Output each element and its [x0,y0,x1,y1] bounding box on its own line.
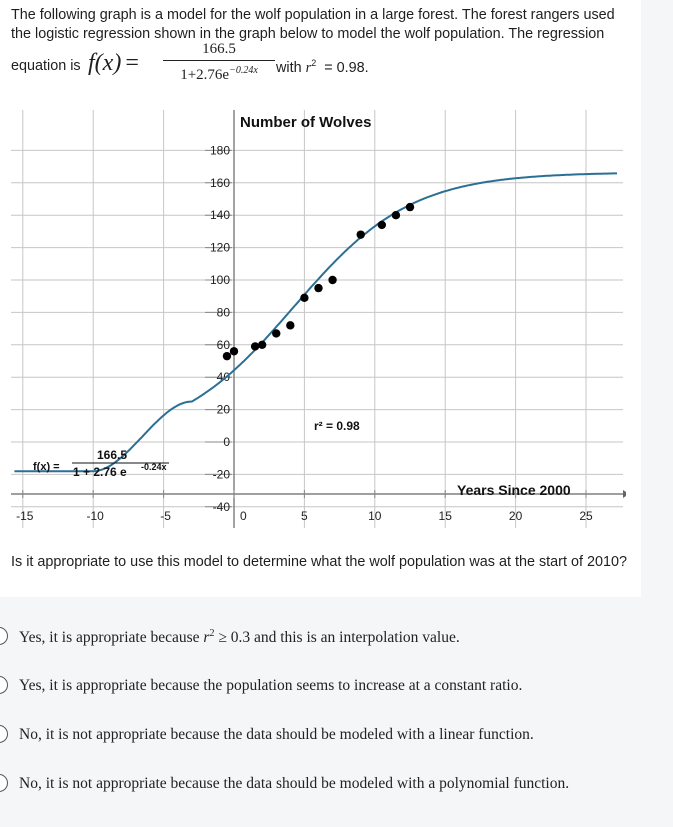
equation-with: with [276,59,302,76]
data-point [230,347,238,355]
x-tick-label: -10 [86,509,104,523]
equation-numerator: 166.5 [202,41,236,57]
equation-r-value: = 0.98. [324,59,369,76]
equation-fx: f(x) [88,50,122,76]
x-tick-label: 15 [438,509,452,523]
x-axis-title: Years Since 2000 [457,482,571,498]
x-tick-label: -5 [160,509,171,523]
equation-r-squared [276,58,369,77]
r-squared-label: r² = 0.98 [314,419,360,433]
x-tick-label: 0 [240,509,247,523]
choice-3-label: No, it is not appropriate because the data should be modeled with a linear function. [19,726,534,743]
choice-4[interactable] [0,769,673,805]
y-tick-label: 180 [209,143,230,158]
equation-r-exp: 2 [311,58,317,68]
formula-numerator: 166.5 [97,448,128,462]
choice-1-label [19,628,460,647]
fraction-bar [163,60,275,61]
equation-fraction [163,40,275,84]
choice-1-r: r [203,629,210,647]
data-point [357,230,365,238]
data-point [378,221,386,229]
y-tick-label: 60 [216,337,230,352]
equation-equals: = [125,50,139,76]
x-tick-label: 20 [508,509,523,523]
wolf-population-graph [11,104,626,528]
formula-exponent: -0.24x [141,462,167,472]
data-point [251,342,259,350]
radio-button-3[interactable] [0,725,8,743]
data-point [286,321,294,329]
choice-3[interactable] [0,720,673,756]
data-point [392,211,400,219]
data-point [272,329,280,337]
data-point [406,203,414,211]
x-tick-label: 10 [368,509,382,523]
choice-1-pre: Yes, it is appropriate because [19,629,204,647]
choice-4-label: No, it is not appropriate because the data should be modeled with a polynomial function. [19,775,570,792]
radio-button-4[interactable] [0,774,8,792]
equation-denominator-base: 1+2.76e [180,67,230,83]
y-tick-label: 40 [216,370,230,385]
data-point [314,284,322,292]
equation-prefix: equation is [11,58,81,74]
data-point [300,294,308,302]
radio-button-1[interactable] [0,627,8,645]
data-point [328,276,336,284]
y-tick-label: 20 [216,402,230,417]
question-intro: The following graph is a model for the wolf population in a large forest. The forest rangers used the logistic regression shown in the graph below to model the wolf population. The regression [11,7,615,42]
x-tick-label: 5 [301,509,308,523]
graph-title: Number of Wolves [240,114,372,131]
data-point [223,352,231,360]
choice-1-exp: 2 [209,628,215,639]
y-tick-label: 140 [209,208,230,223]
radio-button-2[interactable] [0,676,8,694]
y-tick-label: 0 [223,435,230,449]
y-tick-label: 100 [209,273,230,287]
choice-2[interactable] [0,671,673,707]
y-tick-label: -40 [212,499,230,514]
choice-2-label: Yes, it is appropriate because the population seems to increase at a constant ratio. [19,677,523,694]
formula-lhs: f(x) = [33,461,60,473]
data-point [258,341,266,349]
y-tick-label: 120 [209,240,230,255]
question-prompt: Is it appropriate to use this model to determine what the wolf population was at the start of 2010? [11,554,627,570]
x-tick-label: -15 [16,509,34,523]
regression-equation [11,40,631,88]
equation-denominator [163,62,275,84]
y-tick-label: -20 [212,467,230,482]
y-tick-label: 160 [209,175,230,190]
choice-1-post: ≥ 0.3 and this is an interpolation value. [214,629,460,647]
choice-1[interactable] [0,622,673,658]
equation-exponent: −0.24x [229,65,258,76]
equation-r: r [305,59,312,76]
formula-denominator: 1 + 2.76 e [73,465,127,479]
y-tick-label: 80 [216,305,230,320]
equation-function [88,50,139,77]
x-tick-label: 25 [579,509,593,523]
